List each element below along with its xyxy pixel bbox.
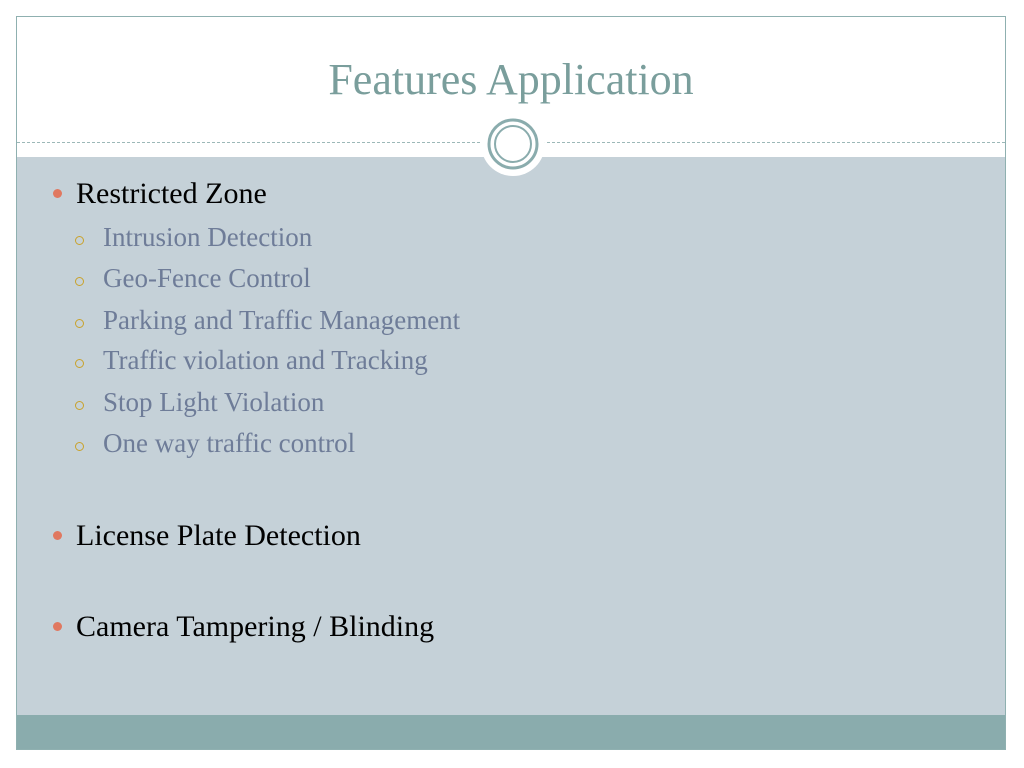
sub-item-label: Stop Light Violation — [103, 387, 325, 417]
sub-item-one-way-traffic-control — [75, 428, 355, 458]
filled-dot-icon — [53, 189, 62, 198]
sub-item-label: Geo-Fence Control — [103, 263, 311, 293]
hollow-circle-icon — [75, 236, 84, 245]
bullet-list — [17, 17, 1005, 749]
bullet-restricted-zone — [53, 177, 267, 211]
bullet-label: License Plate Detection — [76, 519, 361, 552]
filled-dot-icon — [53, 622, 62, 631]
sub-item-label: One way traffic control — [103, 428, 356, 458]
slide-title: Features Application — [328, 55, 694, 104]
sub-item-traffic-violation-tracking — [75, 345, 428, 375]
sub-item-label: Intrusion Detection — [103, 222, 313, 252]
hollow-circle-icon — [75, 442, 84, 451]
bullet-license-plate-detection — [53, 519, 361, 553]
sub-item-label: Parking and Traffic Management — [103, 305, 461, 335]
filled-dot-icon — [53, 531, 62, 540]
hollow-circle-icon — [75, 401, 84, 410]
bullet-label: Camera Tampering / Blinding — [76, 610, 435, 643]
bullet-label: Restricted Zone — [76, 177, 267, 210]
sub-item-stop-light-violation — [75, 387, 324, 417]
slide — [16, 16, 1006, 750]
sub-item-geo-fence-control — [75, 263, 311, 293]
hollow-circle-icon — [75, 277, 84, 286]
hollow-circle-icon — [75, 359, 84, 368]
sub-item-intrusion-detection — [75, 222, 312, 252]
hollow-circle-icon — [75, 319, 84, 328]
sub-item-parking-traffic-management — [75, 305, 460, 335]
sub-item-label: Traffic violation and Tracking — [103, 345, 428, 375]
bullet-camera-tampering — [53, 610, 434, 644]
